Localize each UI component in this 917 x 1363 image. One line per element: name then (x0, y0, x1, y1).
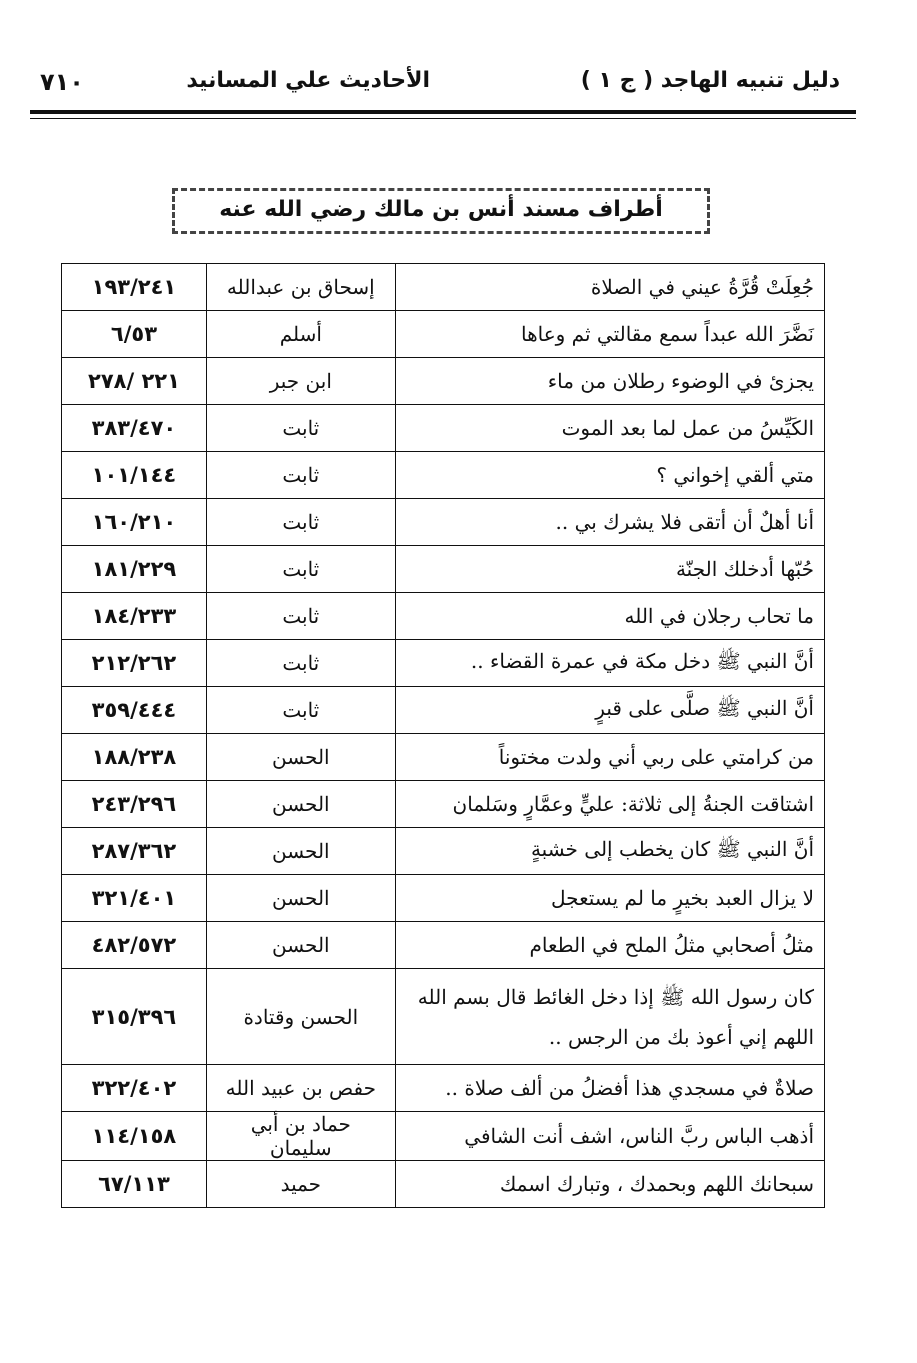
narrator: الحسن وقتادة (206, 969, 395, 1065)
hadith-text: نَضَّرَ الله عبداً سمع مقالتي ثم وعاها (395, 311, 824, 358)
hadith-table (61, 263, 825, 1208)
table-row (62, 640, 825, 687)
table-row (62, 1161, 825, 1208)
narrator: ثابت (206, 499, 395, 546)
hadith-text: مثلُ أصحابي مثلُ الملح في الطعام (395, 922, 824, 969)
reference: ٤٨٢/٥٧٢ (62, 922, 207, 969)
hadith-text: اشتاقت الجنةُ إلى ثلاثة: عليٍّ وعمَّارٍ وسَلمان (395, 781, 824, 828)
hadith-text: أذهب الباس ربَّ الناس، اشف أنت الشافي (395, 1112, 824, 1161)
hadith-text-line-1: كان رسول الله ﷺ إذا دخل الغائط قال بسم الله (417, 984, 814, 1009)
table-row (62, 452, 825, 499)
narrator: حميد (206, 1161, 395, 1208)
hadith-text: حُبّها أدخلك الجنّة (395, 546, 824, 593)
section-title-box (172, 188, 710, 234)
book-title: دليل تنبيه الهاجد ( ج ١ ) (580, 68, 840, 93)
narrator: ثابت (206, 546, 395, 593)
section-title: الأحاديث علي المسانيد (186, 68, 430, 93)
hadith-text: جُعِلَتْ قُرَّةُ عيني في الصلاة (395, 264, 824, 311)
hadith-text: صلاةٌ في مسجدي هذا أفضلُ من ألف صلاة .. (395, 1065, 824, 1112)
table-row (62, 875, 825, 922)
narrator: حماد بن أبي سليمان (206, 1112, 395, 1161)
reference: ٢٤٣/٢٩٦ (62, 781, 207, 828)
hadith-text: لا يزال العبد بخيرٍ ما لم يستعجل (395, 875, 824, 922)
reference: ٣٢١/٤٠١ (62, 875, 207, 922)
hadith-text: يجزئ في الوضوء رطلان من ماء (395, 358, 824, 405)
narrator: الحسن (206, 922, 395, 969)
reference: ٣٨٣/٤٧٠ (62, 405, 207, 452)
reference: ٣١٥/٣٩٦ (62, 969, 207, 1065)
hadith-text: من كرامتي على ربي أني ولدت مختوناً (395, 734, 824, 781)
table-row (62, 499, 825, 546)
reference: ٢١٢/٢٦٢ (62, 640, 207, 687)
narrator: ثابت (206, 405, 395, 452)
table-row (62, 969, 825, 1065)
table-row (62, 734, 825, 781)
narrator: الحسن (206, 734, 395, 781)
page-title: أطراف مسند أنس بن مالك رضي الله عنه (219, 197, 663, 222)
reference: ١٩٣/٢٤١ (62, 264, 207, 311)
table-row (62, 593, 825, 640)
narrator: ثابت (206, 452, 395, 499)
table-row (62, 358, 825, 405)
page-number: ٧١٠ (40, 68, 84, 96)
table-row (62, 1065, 825, 1112)
reference: ١٨١/٢٢٩ (62, 546, 207, 593)
hadith-text-line-2: اللهم إني أعوذ بك من الرجس .. (548, 1024, 814, 1049)
table-row (62, 1112, 825, 1161)
hadith-text: أنا أهلٌ أن أتقى فلا يشرك بي .. (395, 499, 824, 546)
reference: ٦/٥٣ (62, 311, 207, 358)
hadith-text: متي ألقي إخواني ؟ (395, 452, 824, 499)
page-header (40, 58, 840, 106)
reference: ٣٢٢/٤٠٢ (62, 1065, 207, 1112)
hadith-text: ما تحاب رجلان في الله (395, 593, 824, 640)
reference: ٢٢١ /٢٧٨ (62, 358, 207, 405)
narrator: ابن جبر (206, 358, 395, 405)
table-row (62, 687, 825, 734)
reference: ١٨٤/٢٣٣ (62, 593, 207, 640)
narrator: حفص بن عبيد الله (206, 1065, 395, 1112)
header-rule (30, 110, 856, 114)
narrator: أسلم (206, 311, 395, 358)
table-row (62, 546, 825, 593)
reference: ١٨٨/٢٣٨ (62, 734, 207, 781)
narrator: ثابت (206, 640, 395, 687)
reference: ٦٧/١١٣ (62, 1161, 207, 1208)
table-row (62, 405, 825, 452)
reference: ١٠١/١٤٤ (62, 452, 207, 499)
hadith-text: أنَّ النبي ﷺ كان يخطب إلى خشبةٍ (395, 828, 824, 875)
table-row (62, 828, 825, 875)
reference: ٣٥٩/٤٤٤ (62, 687, 207, 734)
narrator: الحسن (206, 828, 395, 875)
table-row (62, 264, 825, 311)
header-rule-thin (30, 118, 856, 119)
hadith-text: سبحانك اللهم وبحمدك ، وتبارك اسمك (395, 1161, 824, 1208)
hadith-text: أنَّ النبي ﷺ صلَّى على قبرٍ (395, 687, 824, 734)
narrator: الحسن (206, 875, 395, 922)
table-row (62, 922, 825, 969)
narrator: ثابت (206, 687, 395, 734)
reference: ١٦٠/٢١٠ (62, 499, 207, 546)
narrator: ثابت (206, 593, 395, 640)
table-row (62, 311, 825, 358)
hadith-text: أنَّ النبي ﷺ دخل مكة في عمرة القضاء .. (395, 640, 824, 687)
reference: ٢٨٧/٣٦٢ (62, 828, 207, 875)
hadith-text: الكَيِّسُ من عمل لما بعد الموت (395, 405, 824, 452)
hadith-text (395, 969, 824, 1065)
narrator: إسحاق بن عبدالله (206, 264, 395, 311)
table-row (62, 781, 825, 828)
narrator: الحسن (206, 781, 395, 828)
reference: ١١٤/١٥٨ (62, 1112, 207, 1161)
